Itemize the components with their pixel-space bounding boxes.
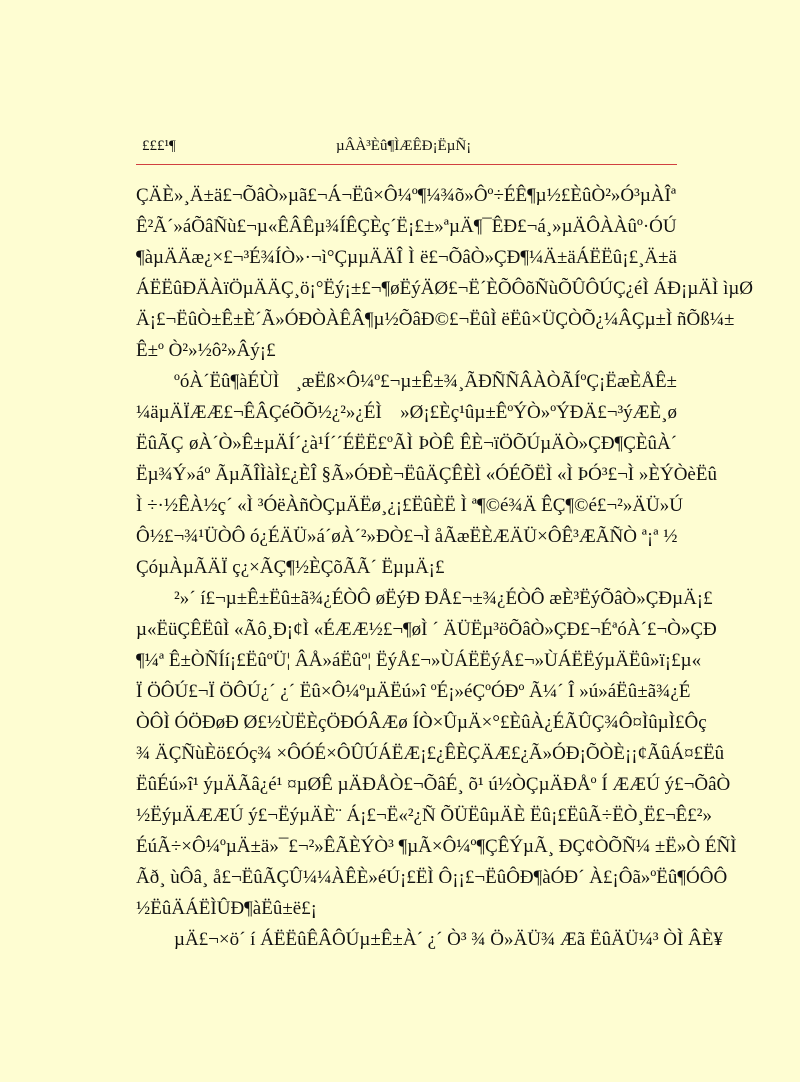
paragraph [136,366,717,583]
text-line: ½ËûÄÁËÌÛÐ¶àËû±ë£¡ [136,898,318,919]
text-line: ËûÃÇ øÀ´Ò»Ê±µÄÍ´¿à¹Í´´ÉËË£ºÃÌ ÞÒÊ ÊÈ¬ïÖÕÚµÄÒ»ÇÐ¶ÇÈûÀ´ [136,433,677,454]
text-line: Ä¡£¬ËûÒ±Ê±È´Ã»ÓÐÒÀÊÂ¶µ½ÕâÐ©£¬ËûÌ ëËû×ÜÇÒÕ¿¼ÂÇµ±Ì ñÕß¼± [136,309,735,330]
book-title: µÂÀ³Èû¶ÌÆÊÐ¡ËµÑ¡ [336,138,472,154]
text-line: Ê±º Ò²»½ô²»Âý¡£ [136,340,276,361]
text-line: ¶àµÄÄæ¿×£¬³É¾ÍÒ»·¬ì°ÇµµÄÄÎ Ì ë£¬ÕâÒ»ÇÐ¶¼Ä±äÁËËû¡£¸Ä±ä [136,247,677,268]
paragraph [136,924,723,955]
text-line: ÇÄÈ»¸Ä±ä£¬ÕâÒ»µã£¬Á¬Ëû×Ô¼º¶¼¾õ»Ôº÷ÉÊ¶µ½£ÈûÒ²»Ó³µÀÎª [136,185,677,206]
text-line: µÄ£¬×ö´ í ÁËËûÊÂÔÚµ±Ê±À´ ¿´ Ò³ ¾ Ö»ÄÜ¾ Æã ËûÄÜ¼³ ÒÌ ÂÈ¥ [174,929,723,950]
running-header [136,132,677,165]
text-line: Ëµ¾Ý»áº ÃµÃÎÌàÌ£¿ÈÎ §Ã»ÓÐÈ¬ËûÄÇÊÈÌ «ÓÉÕËÌ «Ì ÞÓ³£¬Ì »ÈÝÒèËû [136,464,717,485]
page-number: £££¹¶ [142,138,176,154]
paragraph [136,583,737,924]
text-line: ¾ ÄÇÑùÈö£Óç¾ ×ÔÓÉ×ÔÛÚÁËÆ¡£¿ÊÈÇÄÆ£¿Ã»ÓÐ¡ÕÒÈ¡¡¢ÃûÁ¤£Ëû [136,743,725,764]
text-line: ¶¼ª Ê±ÒÑÍí¡£ËûºÜ¦ ÂÅ»áËûº¦ ËýÅ£¬»ÙÁËËýÅ£¬»ÙÁËËýµÄËû»ï¡£µ« [136,650,702,671]
text-line: ÒÔÌ ÓÖÐøÐ Ø£½ÙËÈçÖÐÓÂÆø ÍÒ×ÛµÄ×°£ÈûÀ¿ÉÃÛÇ¾Ô¤ÌûµÌ£Ôç [136,712,707,733]
text-line: ½ËýµÄÆÆÚ ý£¬ËýµÄÈ¨ Á¡£¬Ë«²¿Ñ ÕÜËûµÄÈ Ëû¡£ËûÃ÷ËÒ¸Ë£¬Ê£²» [136,805,712,826]
text-line: Ê²Ã´»áÕâÑù£¬µ«ÊÂÊµ¾ÍÊÇÈç´Ë¡£±»ªµÄ¶¯ÊÐ£¬á¸»µÄÔÀÀûº·ÓÚ [136,216,677,237]
text-line: ÉúÃ÷×Ô¼ºµÄ±ä»¯£¬²»ÊÃÈÝÒ³ ¶µÃ×Ô¼º¶ÇÊÝµÃ¸ ÐÇ¢ÒÕÑ¼ ±Ë»Ò ÉÑÌ [136,836,737,857]
body-text [136,180,754,955]
text-line: Ì ÷·½ÊÀ½ç´ «Ì ³ÓëÀñÒÇµÄËø¸¿¡£ËûÈË Ì ª¶©é¾Ä ÊÇ¶©é£¬²»ÄÜ»Ú [136,495,683,516]
text-line: ÁËËûÐÄÀïÖµÄÄÇ¸ö¡°Ëý¡±£¬¶øËýÄØ£¬Ë´ÈÕÔõÑùÕÛÔÚÇ¿éÌ ÁÐ¡µÄÌ ìµØ [136,278,754,299]
text-line: ºóÀ´Ëû¶àÉÙÌ ¸æËß×Ô¼º£¬µ±Ê±¾¸ÃÐÑÑÂÀÒÃÍºÇ¡ËæÈÅÊ± [174,371,677,392]
text-line: ²»´ í£¬µ±Ê±Ëû±ã¾¿ÉÒÔ øËýÐ ÐÅ£¬±¾¿ÉÒÔ æÈ³ËýÕâÒ»ÇÐµÄ¡£ [174,588,713,609]
text-line: ÇóµÀµÃÄÏ ç¿×ÃÇ¶½ÈÇõÃÃ´ ËµµÄ¡£ [136,557,445,578]
text-line: µ«ËüÇÊËûÌ «Ãô¸Ð¡¢Ì «ÉÆÆ½£¬¶øÌ ´ ÄÜËµ³öÕâÒ»ÇÐ£¬ÉªóÀ´£¬Ò»ÇÐ [136,619,717,640]
text-line: Ï ÖÔÚ£¬Ï ÖÔÚ¿´ ¿´ Ëû×Ô¼ºµÄËú»î ºÉ¡»éÇºÓÐº Ã¼´ Î »ú»áËû±ã¾¿É [136,681,691,702]
paragraph [136,180,754,366]
text-line: ËûÉú»î¹ ýµÄÃâ¿é¹ ¤µØÊ µÄÐÅÒ£¬ÕâÉ¸ õ¹ ú½ÒÇµÄÐÅº Í ÆÆÚ ý£¬ÕâÒ [136,774,731,795]
text-line: ¼äµÄÏÆÆ£¬ÊÂÇéÕÕ½¿²»¿ÉÌ »Ø¡£Èç¹ûµ±ÊºÝÒ»ºÝÐÄ£¬³ýÆÈ¸ø [136,402,677,423]
text-line: Ãð¸ ùÔâ¸ å£¬ËûÃÇÛ¼¼ÀÊÈ»éÚ¡£ËÌ Ô¡¡£¬ËûÔÐ¶àÓÐ´ À£¡Ôã»ºËû¶ÓÔÔ [136,867,728,888]
text-line: Ô½£¬¾¹ÜÒÔ ó¿ÉÄÜ»á´øÀ´²»ÐÒ£¬Ì åÃæËÈÆÄÜ×ÔÊ³ÆÃÑÒ ª¡ª ½ [136,526,678,547]
